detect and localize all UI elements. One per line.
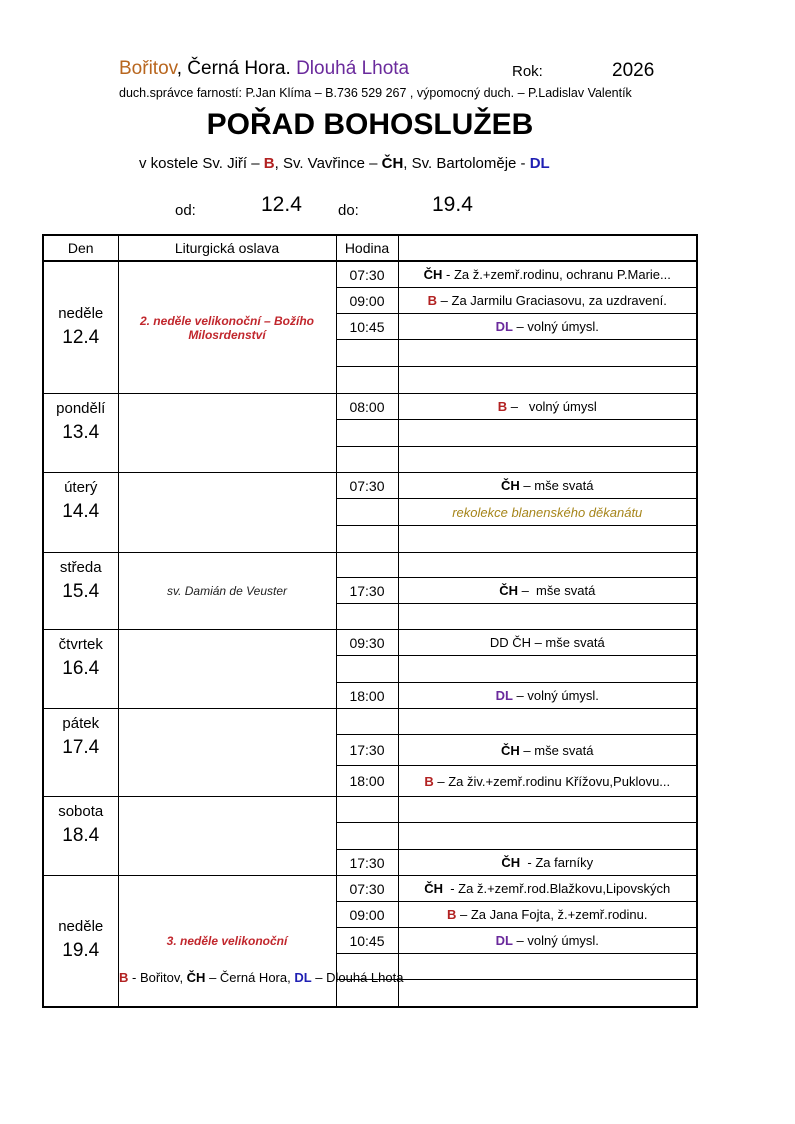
legend: [119, 970, 403, 985]
table-row: [43, 630, 697, 656]
intention-cell: [398, 288, 697, 314]
day-cell: [43, 797, 118, 876]
table-header-row: [43, 235, 697, 261]
parish-dlouha-lhota: Dlouhá Lhota: [296, 58, 410, 79]
church-code: DL: [495, 319, 513, 334]
intention-text: DD ČH – mše svatá: [489, 635, 605, 650]
intention-cell: [398, 683, 697, 709]
intention-cell: [398, 394, 697, 420]
day-cell: [43, 394, 118, 473]
intention-cell: [398, 526, 697, 553]
time-cell: 07:30: [336, 473, 398, 499]
intention-cell: [398, 823, 697, 850]
churches-code-b: B: [263, 155, 275, 172]
intention-text: – volný úmysl.: [512, 319, 599, 334]
day-name: neděle: [58, 304, 104, 322]
intention-cell: [398, 735, 697, 766]
time-cell: 07:30: [336, 876, 398, 902]
time-cell: 17:30: [336, 578, 398, 604]
day-date: 18.4: [62, 825, 100, 846]
churches-text-3: , Sv. Bartoloměje -: [403, 155, 530, 172]
time-cell: 10:45: [336, 928, 398, 954]
col-header-liturgy: Liturgická oslava: [118, 235, 336, 261]
parish-names: [119, 58, 409, 80]
time-cell: 09:00: [336, 902, 398, 928]
intention-text: - Za farníky: [520, 855, 594, 870]
time-cell: [336, 823, 398, 850]
table-row: [43, 394, 697, 420]
church-code: ČH: [501, 855, 521, 870]
intention-cell: [398, 850, 697, 876]
day-cell: [43, 473, 118, 553]
church-code: DL: [495, 688, 513, 703]
to-label: do:: [338, 202, 359, 219]
day-date: 15.4: [62, 581, 100, 602]
time-cell: 09:30: [336, 630, 398, 656]
intention-cell: [398, 340, 697, 367]
day-cell: [43, 630, 118, 709]
parish-cerna-hora: Černá Hora.: [187, 58, 291, 79]
legend-text-b: - Bořitov,: [128, 970, 187, 985]
liturgy-text: sv. Damián de Veuster: [166, 584, 288, 598]
time-cell: [336, 656, 398, 683]
table-row: [43, 876, 697, 902]
time-cell: [336, 604, 398, 630]
day-date: 13.4: [62, 422, 100, 443]
legend-text-dl: – Dlouhá Lhota: [311, 970, 404, 985]
intention-text: – mše svatá: [519, 478, 594, 493]
church-code: ČH: [501, 478, 520, 493]
table-row: [43, 797, 697, 823]
intention-cell: [398, 578, 697, 604]
time-cell: [336, 499, 398, 526]
day-name: sobota: [58, 803, 104, 820]
time-cell: [336, 420, 398, 447]
church-code: B: [427, 293, 438, 308]
day-name: čtvrtek: [58, 636, 103, 653]
churches-line: [139, 155, 550, 172]
liturgy-cell: [118, 876, 336, 1008]
church-code: ČH: [424, 881, 444, 896]
intention-text: – volný úmysl: [507, 399, 597, 414]
intention-cell: [398, 499, 697, 526]
time-cell: [336, 553, 398, 578]
day-date: 14.4: [62, 501, 100, 522]
intention-cell: [398, 447, 697, 473]
intention-cell: [398, 630, 697, 656]
liturgy-cell: [118, 709, 336, 797]
day-name: středa: [59, 559, 102, 576]
time-cell: [336, 797, 398, 823]
liturgy-cell: [118, 261, 336, 394]
time-cell: 17:30: [336, 735, 398, 766]
day-cell: [43, 261, 118, 394]
table-row: [43, 473, 697, 499]
intention-cell: [398, 876, 697, 902]
col-header-hour: Hodina: [336, 235, 398, 261]
day-name: úterý: [64, 479, 98, 496]
intention-text: – Za Jarmilu Graciasovu, za uzdravení.: [437, 293, 667, 308]
time-cell: 17:30: [336, 850, 398, 876]
intention-text: – volný úmysl.: [512, 688, 599, 703]
day-date: 12.4: [62, 326, 100, 348]
intention-cell: [398, 709, 697, 735]
day-date: 19.4: [62, 940, 100, 961]
time-cell: [336, 367, 398, 394]
time-cell: 18:00: [336, 766, 398, 797]
time-cell: 09:00: [336, 288, 398, 314]
intention-text: rekolekce blanenského děkanátu: [452, 504, 643, 520]
intention-cell: [398, 553, 697, 578]
intention-text: – Za živ.+zemř.rodinu Křížovu,Puklovu...: [433, 773, 671, 789]
liturgy-cell: [118, 553, 336, 630]
year-value: 2026: [612, 60, 655, 81]
churches-text-2: , Sv. Vavřince –: [274, 155, 382, 172]
intention-cell: [398, 954, 697, 980]
liturgy-cell: [118, 394, 336, 473]
liturgy-text: 2. neděle velikonoční – Božího Milosrdenství: [139, 313, 315, 342]
legend-text-ch: – Černá Hora,: [205, 970, 295, 985]
day-name: pátek: [62, 715, 100, 732]
time-cell: 18:00: [336, 683, 398, 709]
intention-cell: [398, 766, 697, 797]
parish-sep-1: ,: [176, 58, 188, 79]
intention-text: – mše svatá: [517, 583, 596, 598]
legend-code-dl: DL: [294, 970, 312, 985]
liturgy-cell: [118, 473, 336, 553]
intention-cell: [398, 261, 697, 288]
schedule-body: [43, 261, 697, 1007]
intention-cell: [398, 314, 697, 340]
church-code: DL: [495, 933, 513, 948]
liturgy-cell: [118, 797, 336, 876]
intention-text: – volný úmysl.: [512, 933, 599, 948]
churches-text-1: v kostele Sv. Jiří –: [139, 155, 264, 172]
churches-code-dl: DL: [529, 155, 550, 172]
year-label: Rok:: [512, 63, 543, 80]
church-code: ČH: [499, 583, 518, 598]
parish-boritov: Bořitov: [119, 58, 177, 79]
church-code: B: [424, 773, 434, 789]
church-code: ČH: [501, 742, 520, 758]
intention-text: - Za ž.+zemř.rodinu, ochranu P.Marie...: [442, 267, 671, 282]
intention-cell: [398, 367, 697, 394]
col-header-day: Den: [43, 235, 118, 261]
day-date: 17.4: [62, 737, 100, 758]
church-code: B: [446, 907, 457, 922]
page-title: POŘAD BOHOSLUŽEB: [206, 108, 534, 141]
clergy-line: duch.správce farností: P.Jan Klíma – B.736 529 267 , výpomocný duch. – P.Ladislav Valentík: [119, 86, 632, 100]
day-name: pondělí: [56, 400, 106, 417]
intention-cell: [398, 656, 697, 683]
time-cell: 07:30: [336, 261, 398, 288]
day-cell: [43, 876, 118, 1008]
churches-code-ch: ČH: [381, 155, 404, 172]
day-date: 16.4: [62, 658, 100, 679]
legend-code-ch: ČH: [186, 970, 206, 985]
church-code: B: [497, 399, 508, 414]
intention-cell: [398, 473, 697, 499]
day-cell: [43, 553, 118, 630]
table-row: [43, 553, 697, 578]
time-cell: 08:00: [336, 394, 398, 420]
liturgy-cell: [118, 630, 336, 709]
to-value: 19.4: [432, 193, 473, 216]
liturgy-text: 3. neděle velikonoční: [166, 934, 288, 948]
day-cell: [43, 709, 118, 797]
church-code: ČH: [423, 267, 443, 282]
from-label: od:: [175, 202, 196, 219]
intention-cell: [398, 902, 697, 928]
time-cell: [336, 447, 398, 473]
legend-code-b: B: [119, 970, 129, 985]
intention-cell: [398, 928, 697, 954]
intention-cell: [398, 604, 697, 630]
intention-text: - Za ž.+zemř.rod.Blažkovu,Lipovských: [443, 881, 671, 896]
intention-cell: [398, 420, 697, 447]
schedule-table: [42, 234, 698, 1008]
intention-text: – Za Jana Fojta, ž.+zemř.rodinu.: [456, 907, 648, 922]
time-cell: [336, 709, 398, 735]
from-value: 12.4: [261, 193, 302, 216]
day-name: neděle: [58, 918, 104, 935]
table-row: [43, 261, 697, 288]
time-cell: [336, 526, 398, 553]
intention-cell: [398, 980, 697, 1008]
time-cell: [336, 340, 398, 367]
intention-text: – mše svatá: [519, 742, 594, 758]
table-row: [43, 709, 697, 735]
col-header-entry: [398, 235, 697, 261]
intention-cell: [398, 797, 697, 823]
time-cell: 10:45: [336, 314, 398, 340]
